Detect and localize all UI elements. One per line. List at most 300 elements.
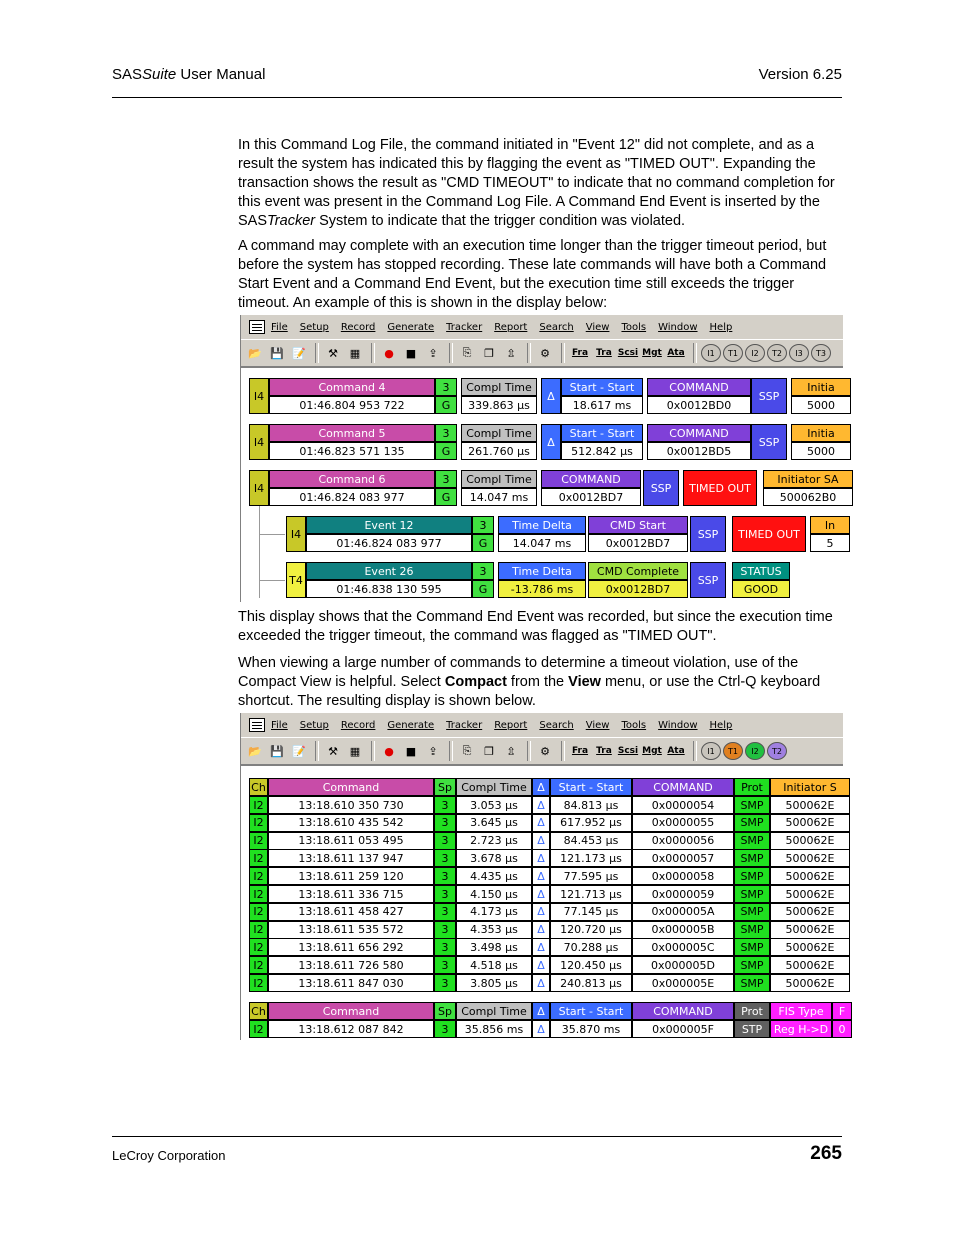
table-cell-t: 13:18.611 259 120 <box>268 867 434 885</box>
channel-t2-button[interactable]: T2 <box>767 344 787 362</box>
toolbar-separator <box>315 741 319 761</box>
table-cell-ss: 77.595 µs <box>550 867 632 885</box>
settings-icon[interactable]: ⚙ <box>540 346 550 360</box>
toolbar-separator <box>693 741 697 761</box>
table-cell-ss: 240.813 µs <box>550 974 632 992</box>
initiator-label: Initia <box>791 378 851 396</box>
column-header-c: COMMAND <box>632 778 734 796</box>
import-icon[interactable]: ⇫ <box>506 744 516 758</box>
speed-cell: 3 <box>472 516 494 534</box>
table-cell-c: 0x0000055 <box>632 814 734 832</box>
table-cell-i: 500062E <box>770 903 850 921</box>
initiator-value: 5000 <box>791 442 851 460</box>
table-cell-c: 0x0000059 <box>632 885 734 903</box>
menu-record[interactable]: Record <box>340 321 376 333</box>
speed-cell: 3 <box>435 470 457 488</box>
toolbar-separator <box>315 343 319 363</box>
table-cell-ch: I2 <box>249 921 268 939</box>
timestamp-cell: 01:46.838 130 595 <box>306 580 472 598</box>
title-prefix: SAS <box>112 66 143 83</box>
table-cell-i: 500062E <box>770 867 850 885</box>
command-value: 0x0012BD0 <box>647 396 751 414</box>
table-cell-ct: 3.805 µs <box>456 974 532 992</box>
channel-i1-button[interactable]: I1 <box>701 344 721 362</box>
toolbar <box>241 340 843 367</box>
p1-end: System to indicate that the trigger condition was violated. <box>315 213 686 229</box>
channel-cell: I4 <box>249 424 269 460</box>
toolbar-separator <box>561 343 565 363</box>
table-cell-ss: 84.813 µs <box>550 796 632 814</box>
speed-cell: 3 <box>472 562 494 580</box>
menu-tools[interactable]: Tools <box>621 719 647 731</box>
table-cell-ct: 4.435 µs <box>456 867 532 885</box>
toolbar <box>241 738 843 765</box>
protocol-cell: SSP <box>751 424 787 460</box>
table-cell-t: 13:18.610 435 542 <box>268 814 434 832</box>
menu-file[interactable]: File <box>271 321 288 333</box>
paragraph-2: A command may complete with an execution time longer than the trigger timeout period, but before the system has stopped recording. These late commands will have both a Command Start Event and a Command End Event, but the execution time still exceeds the trigger timeout. An example of this is shown in the display below: <box>238 238 827 311</box>
table-cell-c: 0x000005A <box>632 903 734 921</box>
table-cell-ss: 120.720 µs <box>550 921 632 939</box>
channel-cell: I4 <box>249 378 269 414</box>
table-cell-t: 13:18.611 535 572 <box>268 921 434 939</box>
column-header-fis: FIS Type <box>770 1002 832 1020</box>
table-cell-ss: 35.870 ms <box>550 1020 632 1038</box>
stop-icon[interactable]: ■ <box>405 346 417 360</box>
speed-cell: 3 <box>435 378 457 396</box>
compl-time-value: 14.047 ms <box>461 488 537 506</box>
command-name-cell: Command 5 <box>269 424 435 442</box>
filter-frame-button[interactable]: Fra <box>571 348 589 358</box>
table-cell-p: SMP <box>734 885 770 903</box>
menu-tools[interactable]: Tools <box>621 321 647 333</box>
command-value: 0x0012BD5 <box>647 442 751 460</box>
p1-text: In this Command Log File, the command initiated in "Event 12" did not complete, and as a result the system has indicated this by flagging the event as "TIMED OUT". Expanding the transaction shows the result as "CMD TIMEOUT" to indicate that no command completion for this event was present in the Command Log File. A Command End Event is inserted by the SAS <box>238 137 835 229</box>
table-cell-ct: 4.518 µs <box>456 956 532 974</box>
column-header-ch: Ch <box>249 778 268 796</box>
table-cell-p: SMP <box>734 814 770 832</box>
gen-cell: G <box>472 534 494 552</box>
channel-i1-button[interactable]: I1 <box>701 742 721 760</box>
tree-branch <box>259 580 285 581</box>
table-cell-p: SMP <box>734 956 770 974</box>
export-icon[interactable]: ⎘ <box>462 744 472 757</box>
event-name-cell: Event 26 <box>306 562 472 580</box>
toolbar-separator <box>371 343 375 363</box>
table-cell-d: Δ <box>532 956 550 974</box>
channel-t3-button[interactable]: T3 <box>811 344 831 362</box>
table-cell-sp: 3 <box>434 849 456 867</box>
time-delta-label: Time Delta <box>498 562 586 580</box>
record-icon[interactable]: ● <box>384 346 394 360</box>
notes-icon[interactable]: 📝 <box>292 744 306 758</box>
table-cell-t: 13:18.611 847 030 <box>268 974 434 992</box>
column-header-ct: Compl Time <box>456 1002 532 1020</box>
table-cell-ss: 77.145 µs <box>550 903 632 921</box>
compl-time-value: 339.863 µs <box>461 396 537 414</box>
table-cell-c: 0x0000058 <box>632 867 734 885</box>
grid-icon[interactable]: ▦ <box>349 744 361 758</box>
speed-cell: 3 <box>435 424 457 442</box>
table-cell-c: 0x0000056 <box>632 832 734 850</box>
table-cell-ch: I2 <box>249 956 268 974</box>
table-cell-d: Δ <box>532 796 550 814</box>
column-header-ss: Start - Start <box>550 1002 632 1020</box>
table-cell-ct: 35.856 ms <box>456 1020 532 1038</box>
channel-t1-button[interactable]: T1 <box>723 742 743 760</box>
trace-view-compact <box>241 765 846 1040</box>
compl-time-value: 261.760 µs <box>461 442 537 460</box>
table-cell-t: 13:18.611 458 427 <box>268 903 434 921</box>
table-cell-ct: 3.645 µs <box>456 814 532 832</box>
table-cell-t: 13:18.611 053 495 <box>268 832 434 850</box>
initiator-value: 5000 <box>791 396 851 414</box>
table-cell-ct: 3.678 µs <box>456 849 532 867</box>
footer-rule <box>112 1136 842 1137</box>
channel-cell: I4 <box>249 470 269 506</box>
table-cell-d: Δ <box>532 885 550 903</box>
menu-file[interactable]: File <box>271 719 288 731</box>
filter-ata-button[interactable]: Ata <box>667 348 685 358</box>
start-start-value: 18.617 ms <box>561 396 643 414</box>
copy-icon[interactable]: ❐ <box>484 346 494 360</box>
table-cell-p: SMP <box>734 974 770 992</box>
menu-search[interactable]: Search <box>539 321 574 333</box>
menu-tracker[interactable]: Tracker <box>446 321 483 333</box>
menu-view[interactable]: View <box>585 321 610 333</box>
table-cell-c: 0x0000057 <box>632 849 734 867</box>
initiator-label: Initiator SA <box>763 470 853 488</box>
toolbar-separator <box>693 343 697 363</box>
table-cell-i: 500062E <box>770 974 850 992</box>
command-label: CMD Start <box>588 516 688 534</box>
timed-out-cell: TIMED OUT <box>732 516 806 552</box>
notes-icon[interactable]: 📝 <box>292 346 306 360</box>
menu-window[interactable]: Window <box>658 719 698 731</box>
toolbar-separator <box>527 343 531 363</box>
menu-window[interactable]: Window <box>658 321 698 333</box>
command-value: 0x0012BD7 <box>541 488 641 506</box>
table-cell-ch: I2 <box>249 974 268 992</box>
tools-icon[interactable]: ⚒ <box>328 744 338 758</box>
open-folder-icon[interactable]: 📂 <box>248 744 262 758</box>
start-start-value: 512.842 µs <box>561 442 643 460</box>
table-cell-c: 0x0000054 <box>632 796 734 814</box>
column-header-prot: Prot <box>734 1002 770 1020</box>
table-cell-p: SMP <box>734 921 770 939</box>
table-cell-i: 500062E <box>770 849 850 867</box>
compl-time-label: Compl Time <box>461 470 537 488</box>
import-icon[interactable]: ⇫ <box>506 346 516 360</box>
table-cell-fis: Reg H->D <box>770 1020 832 1038</box>
table-cell-ss: 84.453 µs <box>550 832 632 850</box>
table-cell-p: SMP <box>734 938 770 956</box>
command-name-cell: Command 4 <box>269 378 435 396</box>
table-cell-t: 13:18.612 087 842 <box>268 1020 434 1038</box>
filter-transport-button[interactable]: Tra <box>596 348 612 358</box>
table-cell-p: SMP <box>734 867 770 885</box>
table-cell-sp: 3 <box>434 938 456 956</box>
menu-help[interactable]: Help <box>709 719 733 731</box>
table-cell-c: 0x000005D <box>632 956 734 974</box>
table-cell-ct: 3.498 µs <box>456 938 532 956</box>
command-value: 0x0012BD7 <box>588 534 688 552</box>
paragraph-4 <box>238 654 842 711</box>
table-cell-ch: I2 <box>249 832 268 850</box>
channel-t1-button[interactable]: T1 <box>723 344 743 362</box>
timestamp-cell: 01:46.824 083 977 <box>269 488 435 506</box>
paragraph-1 <box>238 136 842 231</box>
channel-cell: T4 <box>286 562 306 598</box>
table-cell-ct: 4.353 µs <box>456 921 532 939</box>
table-cell-sp: 3 <box>434 974 456 992</box>
table-cell-p: SMP <box>734 796 770 814</box>
column-header-x: F <box>832 1002 852 1020</box>
table-cell-p: SMP <box>734 849 770 867</box>
table-cell-ch: I2 <box>249 1020 268 1038</box>
column-header-c: COMMAND <box>632 1002 734 1020</box>
compl-time-label: Compl Time <box>461 378 537 396</box>
channel-cell: I4 <box>286 516 306 552</box>
manual-title <box>112 66 265 83</box>
upload-icon[interactable]: ⇪ <box>428 346 438 360</box>
initiator-label: In <box>810 516 850 534</box>
gen-cell: G <box>472 580 494 598</box>
timed-out-cell: TIMED OUT <box>683 470 757 506</box>
table-cell-c: 0x000005F <box>632 1020 734 1038</box>
protocol-cell: SSP <box>690 516 726 552</box>
column-header-cmd: Command <box>268 1002 434 1020</box>
column-header-d: Δ <box>532 1002 550 1020</box>
protocol-cell: SSP <box>751 378 787 414</box>
timestamp-cell: 01:46.824 083 977 <box>306 534 472 552</box>
table-cell-ch: I2 <box>249 849 268 867</box>
table-cell-x: 0 <box>832 1020 852 1038</box>
table-cell-ss: 121.713 µs <box>550 885 632 903</box>
column-header-cmd: Command <box>268 778 434 796</box>
menu-generate[interactable]: Generate <box>387 719 435 731</box>
table-cell-t: 13:18.611 726 580 <box>268 956 434 974</box>
table-cell-i: 500062E <box>770 885 850 903</box>
table-cell-ss: 120.450 µs <box>550 956 632 974</box>
command-name-cell: Command 6 <box>269 470 435 488</box>
initiator-value: 5 <box>810 534 850 552</box>
grid-icon[interactable]: ▦ <box>349 346 361 360</box>
timestamp-cell: 01:46.823 571 135 <box>269 442 435 460</box>
menu-generate[interactable]: Generate <box>387 321 435 333</box>
page-number: 265 <box>810 1143 842 1164</box>
table-cell-t: 13:18.611 336 715 <box>268 885 434 903</box>
initiator-label: Initia <box>791 424 851 442</box>
command-label: COMMAND <box>647 424 751 442</box>
command-value: 0x0012BD7 <box>588 580 688 598</box>
channel-i2-button[interactable]: I2 <box>745 344 765 362</box>
toolbar-separator <box>561 741 565 761</box>
table-cell-ch: I2 <box>249 938 268 956</box>
time-delta-value: 14.047 ms <box>498 534 586 552</box>
menu-tracker[interactable]: Tracker <box>446 719 483 731</box>
version-label: Version 6.25 <box>758 66 842 83</box>
tracker-window-compact <box>240 713 846 1040</box>
channel-t2-button[interactable]: T2 <box>767 742 787 760</box>
table-cell-ch: I2 <box>249 903 268 921</box>
protocol-cell: SSP <box>643 470 679 506</box>
table-cell-ss: 70.288 µs <box>550 938 632 956</box>
tools-icon[interactable]: ⚒ <box>328 346 338 360</box>
table-cell-d: Δ <box>532 921 550 939</box>
table-cell-t: 13:18.610 350 730 <box>268 796 434 814</box>
menu-record[interactable]: Record <box>340 719 376 731</box>
table-cell-ct: 4.150 µs <box>456 885 532 903</box>
filter-frame-button[interactable]: Fra <box>571 746 589 756</box>
initiator-value: 500062B0 <box>763 488 853 506</box>
status-value: GOOD <box>732 580 790 598</box>
table-cell-p: SMP <box>734 903 770 921</box>
record-icon[interactable]: ● <box>384 744 394 758</box>
p4-view: View <box>568 674 601 690</box>
filter-transport-button[interactable]: Tra <box>596 746 612 756</box>
app-icon <box>249 718 265 732</box>
open-folder-icon[interactable]: 📂 <box>248 346 262 360</box>
time-delta-label: Time Delta <box>498 516 586 534</box>
column-header-prot: Prot <box>734 778 770 796</box>
table-cell-i: 500062E <box>770 796 850 814</box>
delta-cell: Δ <box>541 424 561 460</box>
compl-time-label: Compl Time <box>461 424 537 442</box>
column-header-init: Initiator S <box>770 778 850 796</box>
column-header-ct: Compl Time <box>456 778 532 796</box>
table-cell-ch: I2 <box>249 885 268 903</box>
header-rule <box>112 97 842 98</box>
menu-help[interactable]: Help <box>709 321 733 333</box>
table-cell-sp: 3 <box>434 956 456 974</box>
toolbar-separator <box>371 741 375 761</box>
save-icon[interactable]: 💾 <box>270 346 284 360</box>
export-icon[interactable]: ⎘ <box>462 346 472 359</box>
table-cell-sp: 3 <box>434 814 456 832</box>
table-cell-ss: 121.173 µs <box>550 849 632 867</box>
table-cell-sp: 3 <box>434 885 456 903</box>
start-start-label: Start - Start <box>561 378 643 396</box>
table-cell-t: 13:18.611 137 947 <box>268 849 434 867</box>
table-cell-d: Δ <box>532 974 550 992</box>
column-header-sp: Sp <box>434 778 456 796</box>
save-icon[interactable]: 💾 <box>270 744 284 758</box>
toolbar-separator <box>527 741 531 761</box>
settings-icon[interactable]: ⚙ <box>540 744 550 758</box>
table-cell-c: 0x000005E <box>632 974 734 992</box>
menu-bar <box>241 713 843 738</box>
trace-view <box>241 367 843 602</box>
command-label: COMMAND <box>647 378 751 396</box>
menu-view[interactable]: View <box>585 719 610 731</box>
menu-setup[interactable]: Setup <box>299 719 329 731</box>
table-cell-p: SMP <box>734 832 770 850</box>
table-cell-i: 500062E <box>770 832 850 850</box>
table-cell-sp: 3 <box>434 796 456 814</box>
table-cell-d: Δ <box>532 849 550 867</box>
p1-italic: Tracker <box>267 213 316 229</box>
menu-bar <box>241 315 843 340</box>
stop-icon[interactable]: ■ <box>405 744 417 758</box>
event-name-cell: Event 12 <box>306 516 472 534</box>
channel-i2-button[interactable]: I2 <box>745 742 765 760</box>
column-header-ss: Start - Start <box>550 778 632 796</box>
command-label: CMD Complete <box>588 562 688 580</box>
p4-c: from the <box>506 674 569 690</box>
table-cell-d: Δ <box>532 814 550 832</box>
upload-icon[interactable]: ⇪ <box>428 744 438 758</box>
table-cell-d: Δ <box>532 1020 550 1038</box>
table-cell-c: 0x000005C <box>632 938 734 956</box>
filter-ata-button[interactable]: Ata <box>667 746 685 756</box>
table-cell-ct: 2.723 µs <box>456 832 532 850</box>
title-suffix: User Manual <box>176 66 266 83</box>
gen-cell: G <box>435 442 457 460</box>
app-icon <box>249 320 265 334</box>
table-cell-i: 500062E <box>770 814 850 832</box>
title-italic: Suite <box>142 66 177 83</box>
column-header-ch: Ch <box>249 1002 268 1020</box>
table-cell-i: 500062E <box>770 956 850 974</box>
filter-mgt-button[interactable]: Mgt <box>642 348 662 358</box>
table-cell-i: 500062E <box>770 938 850 956</box>
tree-branch <box>259 534 285 535</box>
table-cell-t: 13:18.611 656 292 <box>268 938 434 956</box>
table-cell-p: STP <box>734 1020 770 1038</box>
timestamp-cell: 01:46.804 953 722 <box>269 396 435 414</box>
table-cell-sp: 3 <box>434 867 456 885</box>
table-cell-ch: I2 <box>249 867 268 885</box>
start-start-label: Start - Start <box>561 424 643 442</box>
table-cell-sp: 3 <box>434 903 456 921</box>
table-cell-ct: 3.053 µs <box>456 796 532 814</box>
paragraph-3: This display shows that the Command End Event was recorded, but since the execution time exceeded the trigger timeout, the command was flagged as "TIMED OUT". <box>238 609 833 644</box>
delta-cell: Δ <box>541 378 561 414</box>
p4-e: menu, or use the Ctrl-Q keyboard shortcut. The resulting display is shown below. <box>238 674 821 709</box>
copy-icon[interactable]: ❐ <box>484 744 494 758</box>
column-header-sp: Sp <box>434 1002 456 1020</box>
menu-report[interactable]: Report <box>494 321 528 333</box>
p4-a: When viewing a large number of commands to determine a timeout violation, use of the Compact View is helpful. Select <box>238 655 799 690</box>
menu-search[interactable]: Search <box>539 719 574 731</box>
channel-i3-button[interactable]: I3 <box>789 344 809 362</box>
column-header-d: Δ <box>532 778 550 796</box>
table-cell-d: Δ <box>532 903 550 921</box>
menu-setup[interactable]: Setup <box>299 321 329 333</box>
filter-mgt-button[interactable]: Mgt <box>642 746 662 756</box>
tree-line <box>259 506 260 598</box>
table-cell-ch: I2 <box>249 814 268 832</box>
filter-scsi-button[interactable]: Scsi <box>617 348 639 358</box>
menu-report[interactable]: Report <box>494 719 528 731</box>
tracker-window-expanded <box>240 315 843 602</box>
p4-compact: Compact <box>444 674 507 690</box>
footer-company: LeCroy Corporation <box>112 1148 226 1163</box>
table-cell-ch: I2 <box>249 796 268 814</box>
gen-cell: G <box>435 488 457 506</box>
table-cell-c: 0x000005B <box>632 921 734 939</box>
table-cell-d: Δ <box>532 832 550 850</box>
table-cell-d: Δ <box>532 867 550 885</box>
toolbar-separator <box>449 741 453 761</box>
table-cell-ct: 4.173 µs <box>456 903 532 921</box>
time-delta-value: -13.786 ms <box>498 580 586 598</box>
table-cell-sp: 3 <box>434 832 456 850</box>
table-cell-i: 500062E <box>770 921 850 939</box>
table-cell-d: Δ <box>532 938 550 956</box>
filter-scsi-button[interactable]: Scsi <box>617 746 639 756</box>
